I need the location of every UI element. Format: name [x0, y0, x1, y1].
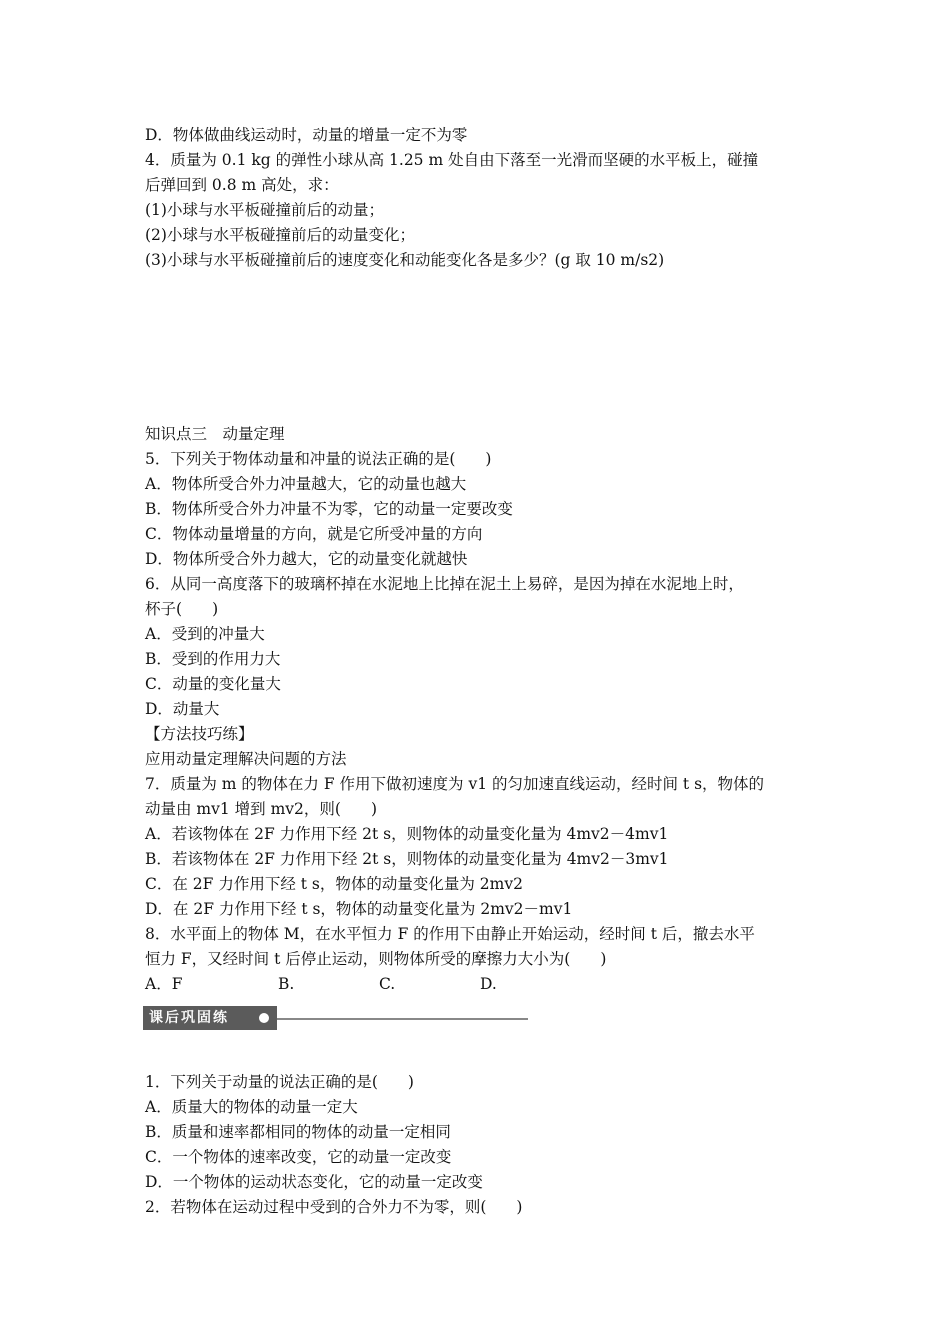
- option-line: B．质量和速率都相同的物体的动量一定相同: [145, 1123, 451, 1141]
- text-line: (1)小球与水平板碰撞前后的动量；: [145, 201, 384, 219]
- question-stem: 5．下列关于物体动量和冲量的说法正确的是( ): [145, 450, 492, 468]
- option-line: B．若该物体在 2F 力作用下经 2t s，则物体的动量变化量为 4mv2－3mv1: [145, 850, 669, 868]
- option-line: D．在 2F 力作用下经 t s，物体的动量变化量为 2mv2－mv1: [145, 900, 573, 918]
- option-line: A．受到的冲量大: [145, 625, 265, 643]
- option-line: B．受到的作用力大: [145, 650, 281, 668]
- divider: [277, 1018, 528, 1020]
- option-line: A．物体所受合外力冲量越大，它的动量也越大: [145, 475, 467, 493]
- section-banner: [143, 1006, 528, 1030]
- option-line: A．若该物体在 2F 力作用下经 2t s，则物体的动量变化量为 4mv2－4mv1: [145, 825, 669, 843]
- question-stem: 1．下列关于动量的说法正确的是( ): [145, 1073, 414, 1091]
- option-line: D．动量大: [145, 700, 220, 718]
- option-line: C．物体动量增量的方向，就是它所受冲量的方向: [145, 525, 483, 543]
- option-row: [145, 972, 525, 996]
- option-d: D.: [480, 975, 497, 993]
- text-line: (2)小球与水平板碰撞前后的动量变化；: [145, 226, 415, 244]
- option-line: D．一个物体的运动状态变化，它的动量一定改变: [145, 1173, 483, 1191]
- question-stem: 杯子( ): [145, 600, 219, 618]
- option-line: C．在 2F 力作用下经 t s，物体的动量变化量为 2mv2: [145, 875, 523, 893]
- text-line: 应用动量定理解决问题的方法: [145, 750, 347, 768]
- question-stem: 2．若物体在运动过程中受到的合外力不为零，则( ): [145, 1198, 523, 1216]
- section-heading: 知识点三 动量定理: [145, 425, 285, 443]
- option-line: C．一个物体的速率改变，它的动量一定改变: [145, 1148, 452, 1166]
- section-banner-label: 课后巩固练: [143, 1006, 277, 1030]
- option-line: D．物体所受合外力越大，它的动量变化就越快: [145, 550, 468, 568]
- text-line: D．物体做曲线运动时，动量的增量一定不为零: [145, 126, 468, 144]
- question-stem: 动量由 mv1 增到 mv2，则( ): [145, 800, 378, 818]
- option-b: B.: [278, 975, 295, 993]
- option-c: C.: [379, 975, 396, 993]
- option-a: A．F: [145, 975, 183, 993]
- question-stem: 恒力 F，又经时间 t 后停止运动，则物体所受的摩擦力大小为( ): [145, 950, 607, 968]
- question-stem: 6．从同一高度落下的玻璃杯掉在水泥地上比掉在泥土上易碎，是因为掉在水泥地上时，: [145, 575, 744, 593]
- text-line: 后弹回到 0.8 m 高处，求：: [145, 176, 339, 194]
- option-line: B．物体所受合外力冲量不为零，它的动量一定要改变: [145, 500, 513, 518]
- section-heading: 【方法技巧练】: [145, 725, 254, 743]
- question-stem: 7．质量为 m 的物体在力 F 作用下做初速度为 v1 的匀加速直线运动，经时间 t s，物体的: [145, 775, 765, 793]
- option-line: C．动量的变化量大: [145, 675, 281, 693]
- option-line: A．质量大的物体的动量一定大: [145, 1098, 358, 1116]
- text-line: (3)小球与水平板碰撞前后的速度变化和动能变化各是多少？(g 取 10 m/s2): [145, 251, 665, 269]
- bullet-icon: [259, 1013, 269, 1023]
- text-line: 4．质量为 0.1 kg 的弹性小球从高 1.25 m 处自由下落至一光滑而坚硬的水平板上，碰撞: [145, 151, 759, 169]
- question-stem: 8．水平面上的物体 M，在水平恒力 F 的作用下由静止开始运动，经时间 t 后，撤去水平: [145, 925, 755, 943]
